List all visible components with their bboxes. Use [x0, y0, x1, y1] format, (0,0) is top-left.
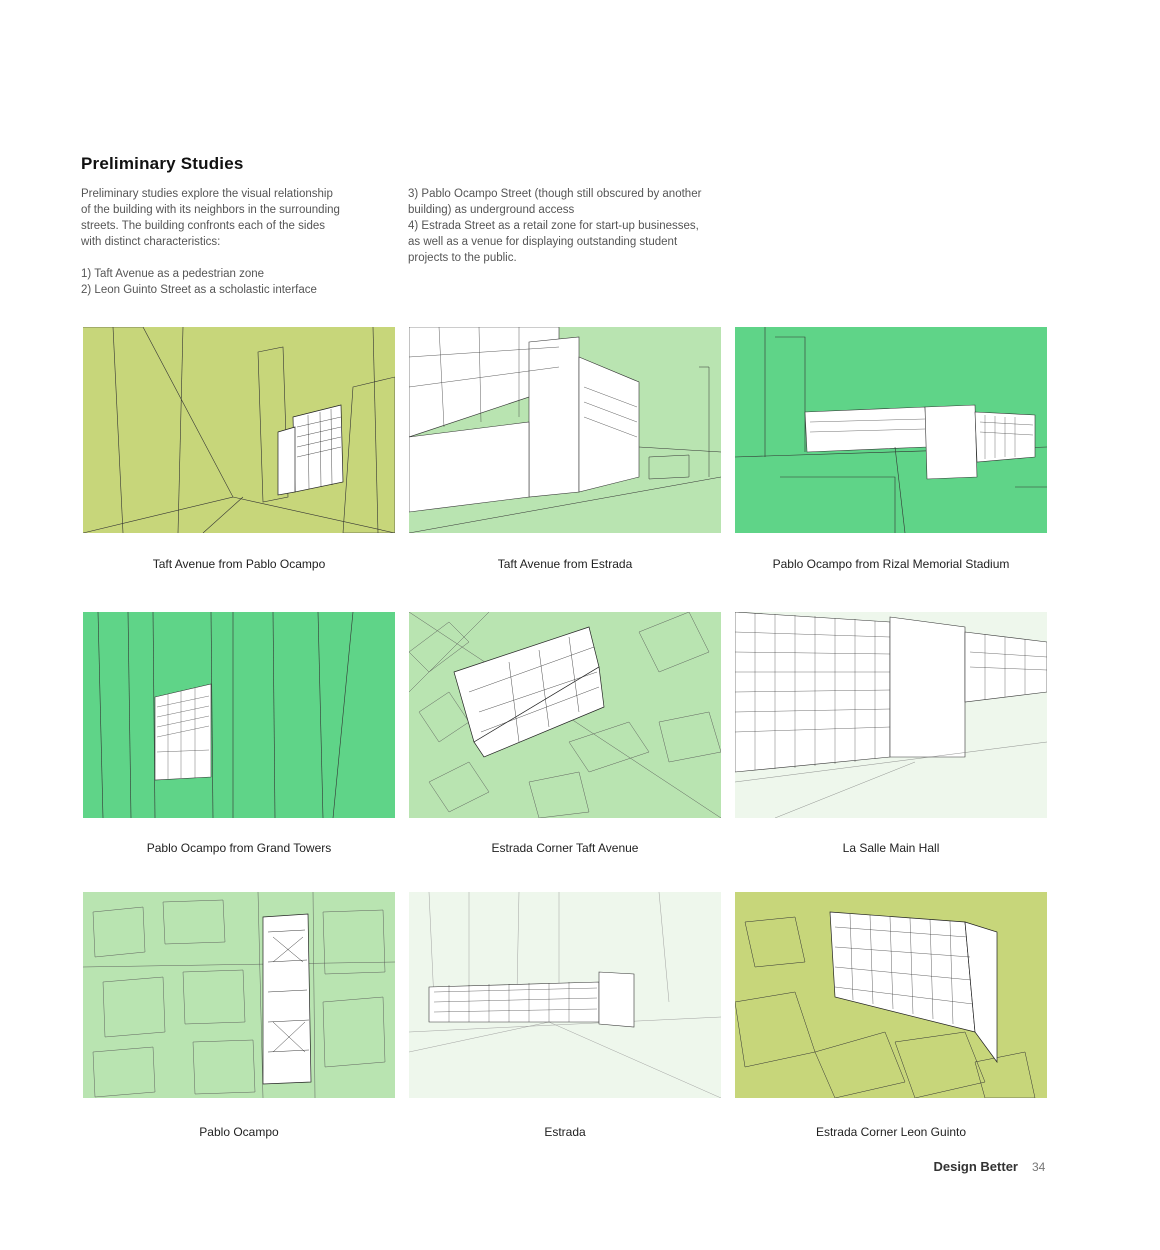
perspective-sketch — [735, 327, 1047, 533]
study-caption-6: La Salle Main Hall — [842, 841, 940, 855]
study-image-estrada-corner-leon-guinto — [735, 892, 1047, 1098]
aerial-sketch — [735, 892, 1047, 1098]
study-image-la-salle-main-hall — [735, 612, 1047, 818]
perspective-sketch — [83, 327, 395, 533]
study-caption-5: Estrada Corner Taft Avenue — [491, 841, 639, 855]
aerial-sketch — [83, 892, 395, 1098]
study-image-estrada-corner-taft — [409, 612, 721, 818]
study-image-pablo-ocampo-aerial — [83, 892, 395, 1098]
study-image-pablo-ocampo-from-rizal-stadium — [735, 327, 1047, 533]
perspective-sketch — [409, 892, 721, 1098]
study-caption-7: Pablo Ocampo — [199, 1125, 279, 1139]
study-caption-1: Taft Avenue from Pablo Ocampo — [152, 557, 326, 571]
page-number: 34 — [1032, 1160, 1046, 1174]
perspective-sketch — [735, 612, 1047, 818]
study-caption-2: Taft Avenue from Estrada — [497, 557, 633, 571]
study-image-estrada — [409, 892, 721, 1098]
perspective-sketch — [409, 327, 721, 533]
study-caption-4: Pablo Ocampo from Grand Towers — [146, 841, 332, 855]
perspective-sketch — [83, 612, 395, 818]
intro-text-right: 3) Pablo Ocampo Street (though still obscured by another building) as underground access 4) Estrada Street as a retail zone for start-up businesses, as well as a venue for displaying outstanding student projects to the public. — [408, 188, 702, 264]
study-image-taft-from-estrada — [409, 327, 721, 533]
study-image-pablo-ocampo-from-grand-towers — [83, 612, 395, 818]
study-caption-3: Pablo Ocampo from Rizal Memorial Stadium — [772, 557, 1010, 571]
footer-brand: Design Better — [933, 1159, 1018, 1174]
aerial-sketch — [409, 612, 721, 818]
page-title: Preliminary Studies — [81, 154, 244, 173]
study-image-taft-from-pablo-ocampo — [83, 327, 395, 533]
study-caption-9: Estrada Corner Leon Guinto — [815, 1125, 967, 1139]
study-caption-8: Estrada — [544, 1125, 586, 1139]
intro-text-left: Preliminary studies explore the visual relationship of the building with its neighbors in the surrounding streets. The building confronts each of the sides with distinct characteristics: 1) Taft Avenue as a pedestrian zone 2) Leon Guinto Street as a scholastic interface — [81, 188, 340, 296]
